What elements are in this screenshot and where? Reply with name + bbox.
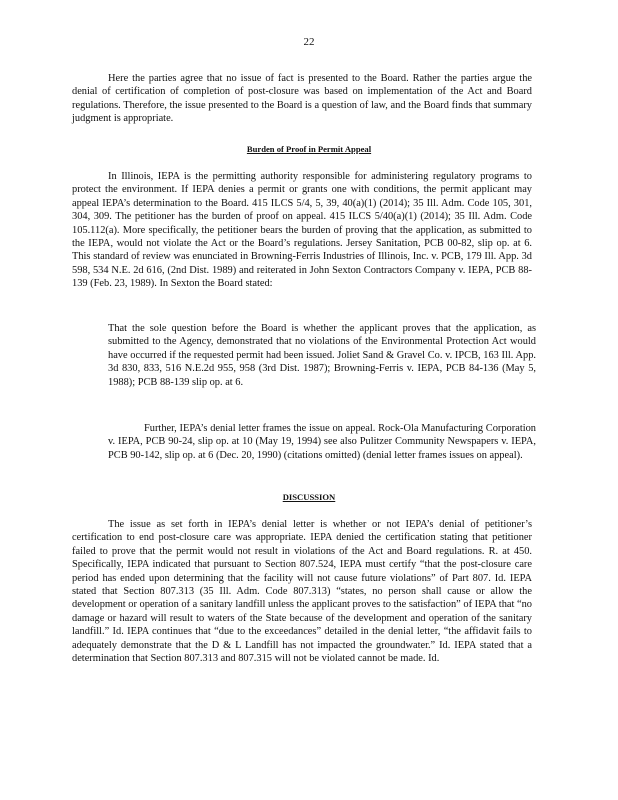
block-quote-denial-letter: Further, IEPA’s denial letter frames the issue on appeal. Rock-Ola Manufacturing Corporation v. IEPA, PCB 90-24, slip op. at 10 (May 19, 1994) see also Pulitzer Community Newspapers v. IEPA, PCB 90-142, slip op. at 6 (Dec. 20, 1990) (citations omitted) (denial letter frames issues on appeal). (108, 423, 536, 461)
paragraph-discussion: The issue as set forth in IEPA’s denial letter is whether or not IEPA’s denial of petitioner’s certification to end post-closure care was appropriate. IEPA denied the certification stating that petitioner failed to prove that the permit would not result in violations of the Act and Board regulations. R. at 450. Specifically, IEPA indicated that pursuant to Section 807.524, IEPA must certify “that the post-closure care period has ended upon determining that the facility will not cause future violations” of Part 807. Id. IEPA stated that Section 807.313 (35 Ill. Adm. Code 807.313) “states, no person shall cause or allow the development or operation of a sanitary landfill unless the applicant proves to the satisfaction” of IEPA that “no damage or hazard will result to waters of the State because of the development and operation of the sanitary landfill.” Id. IEPA continues that “due to the exceedances” detailed in the denial letter, “the affidavit fails to adequately demonstrate that the D & L Landfill has not impacted the groundwater.” Id. IEPA stated that a determination that Section 807.313 and 807.315 will not be violated cannot be made. Id. (72, 519, 532, 665)
heading-burden-of-proof (0, 144, 618, 154)
block-quote-sexton: That the sole question before the Board is whether the applicant proves that the application, as submitted to the Agency, demonstrated that no violations of the Environmental Protection Act would have occurred if the requested permit had been issued. Joliet Sand & Gravel Co. v. IPCB, 163 Ill. App. 3d 830, 833, 516 N.E.2d 955, 958 (3rd Dist. 1987); Browning-Ferris v. IEPA, PCB 84-136 (May 5, 1988); PCB 88-139 slip op. at 6. (108, 323, 536, 388)
heading-discussion-text: DISCUSSION (282, 492, 336, 502)
page-number: 22 (303, 36, 315, 48)
paragraph-illinois-iepa: In Illinois, IEPA is the permitting authority responsible for administering regulatory programs to protect the environment. If IEPA denies a permit or grants one with conditions, the permit applicant may appeal IEPA’s determination to the Board. 415 ILCS 5/4, 5, 39, 40(a)(1) (2014); 35 Ill. Adm. Code 105, 301, 304, 309. The petitioner has the burden of proof on appeal. 415 ILCS 5/40(a)(1) (2014); 35 Ill. Adm. Code 105.112(a). More specifically, the petitioner bears the burden of proving that the application, as submitted to the IEPA, would not violate the Act or the Board’s regulations. Jersey Sanitation, PCB 00-82, slip op. at 6. This standard of review was enunciated in Browning-Ferris Industries of Illinois, Inc. v. PCB, 179 Ill. App. 3d 598, 534 N.E. 2d 616, (2nd Dist. 1989) and reiterated in John Sexton Contractors Company v. IEPA, PCB 88-139 (Feb. 23, 1989). In Sexton the Board stated: (72, 171, 532, 290)
heading-discussion (0, 492, 618, 502)
heading-burden-of-proof-text: Burden of Proof in Permit Appeal (246, 144, 372, 154)
paragraph-summary-judgment: Here the parties agree that no issue of fact is presented to the Board. Rather the parties argue the denial of certification of completion of post-closure was based on implementation of the Act and Board regulations. Therefore, the issue presented to the Board is a question of law, and the Board finds that summary judgment is appropriate. (72, 73, 532, 125)
